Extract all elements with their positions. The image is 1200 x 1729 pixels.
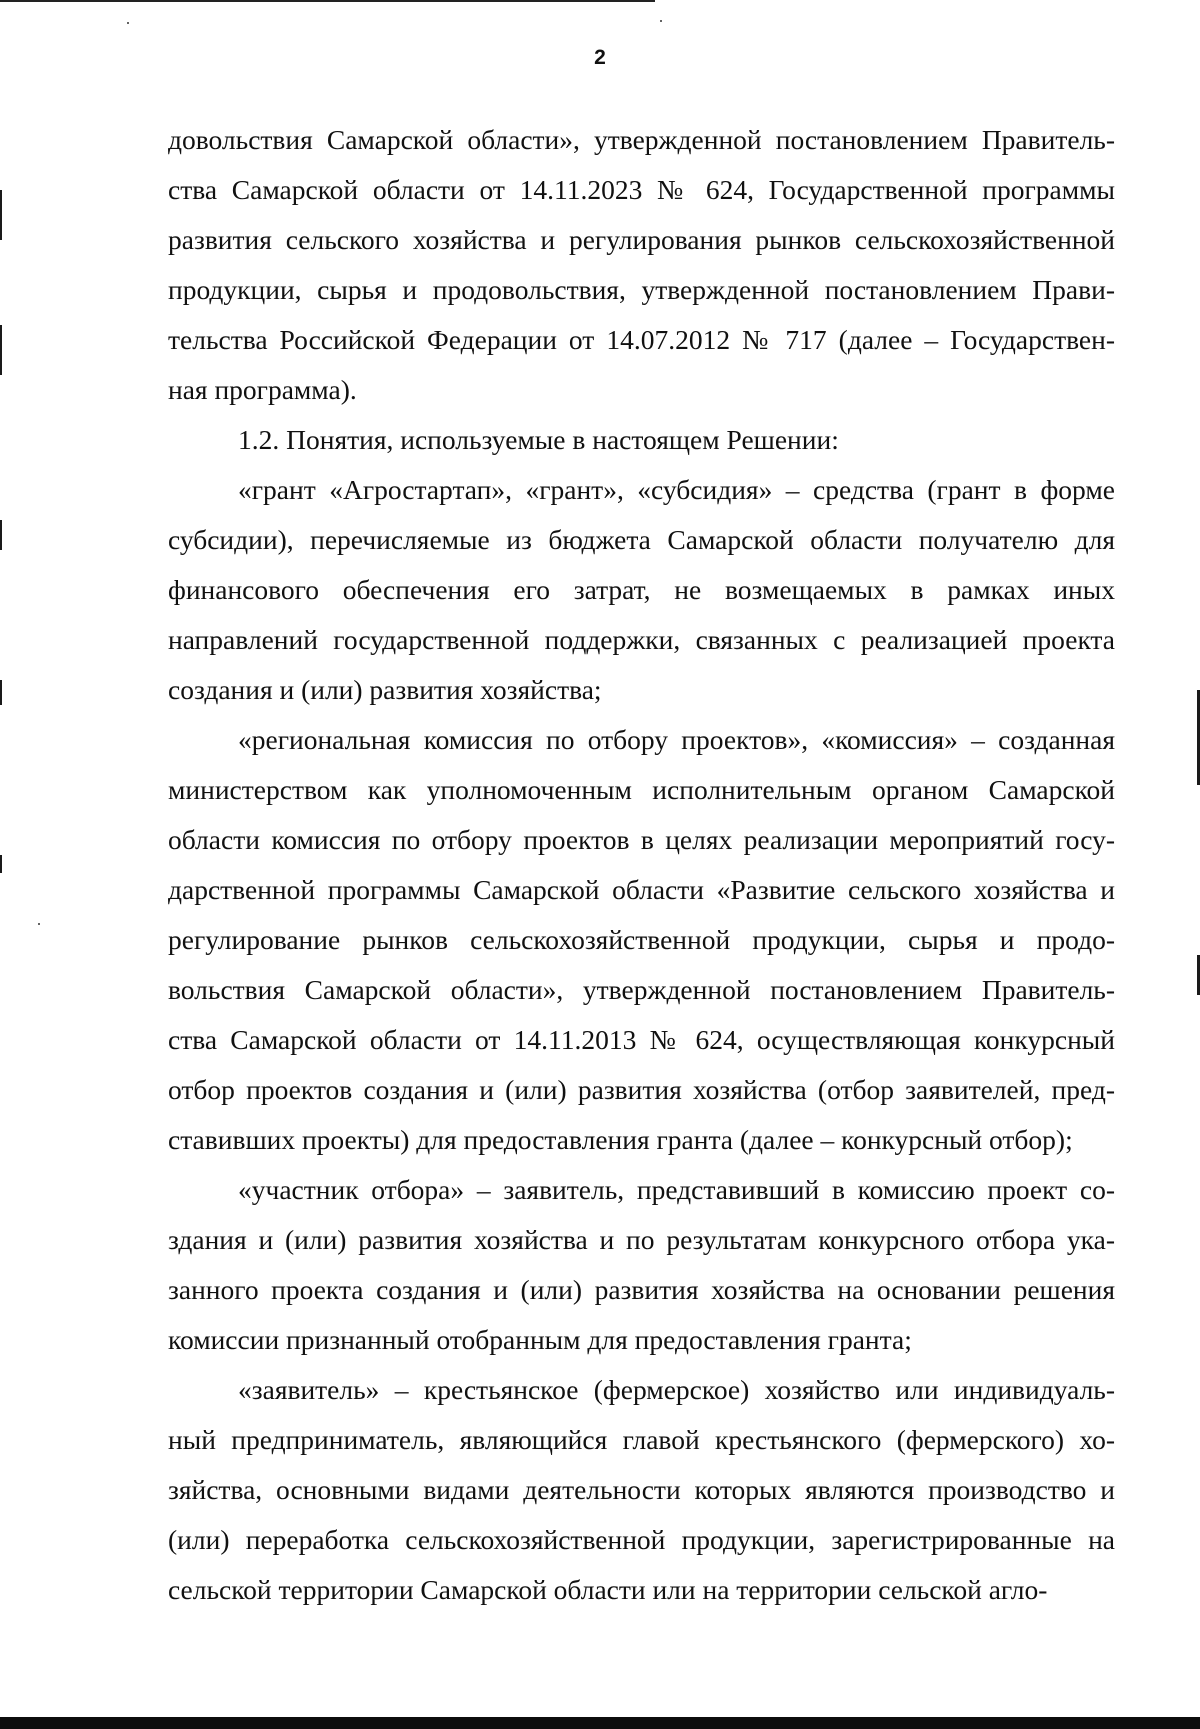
text-line: вольствия Самарской области», утвержденной постановлением Правитель-: [168, 974, 1115, 1005]
document-body: [168, 115, 1115, 1615]
text-line: комиссии признанный отобранным для предоставления гранта;: [168, 1324, 912, 1355]
page-number: 2: [594, 46, 606, 69]
scan-speck: [127, 22, 129, 24]
paragraph: [168, 1165, 1115, 1365]
text-line: «заявитель» – крестьянское (фермерское) хозяйство или индивидуаль-: [238, 1374, 1115, 1405]
paragraph: [168, 415, 1115, 465]
text-line: отбор проектов создания и (или) развития хозяйства (отбор заявителей, пред-: [168, 1074, 1115, 1105]
text-line: сельской территории Самарской области или на территории сельской агло-: [168, 1574, 1048, 1605]
text-line: развития сельского хозяйства и регулирования рынков сельскохозяйственной: [168, 224, 1115, 255]
text-line: финансового обеспечения его затрат, не возмещаемых в рамках иных: [168, 574, 1115, 605]
text-line: здания и (или) развития хозяйства и по результатам конкурсного отбора ука-: [168, 1224, 1115, 1255]
scan-edge-mark: [0, 190, 2, 240]
text-line: направлений государственной поддержки, связанных с реализацией проекта: [168, 624, 1115, 655]
scan-speck: [38, 923, 40, 925]
text-line: занного проекта создания и (или) развития хозяйства на основании решения: [168, 1274, 1115, 1305]
text-line: ный предприниматель, являющийся главой крестьянского (фермерского) хо-: [168, 1424, 1115, 1455]
scan-edge-bottom: [0, 1717, 1200, 1729]
text-line: дарственной программы Самарской области «Развитие сельского хозяйства и: [168, 874, 1115, 905]
scan-edge-mark: [0, 855, 2, 873]
scan-speck: [660, 20, 662, 22]
text-line: области комиссия по отбору проектов в целях реализации мероприятий госу-: [168, 824, 1115, 855]
text-line: создания и (или) развития хозяйства;: [168, 674, 602, 705]
text-line: продукции, сырья и продовольствия, утвержденной постановлением Прави-: [168, 274, 1115, 305]
scan-edge-mark: [0, 680, 2, 705]
paragraph: [168, 465, 1115, 715]
text-line: министерством как уполномоченным исполнительным органом Самарской: [168, 774, 1115, 805]
scan-edge-mark: [0, 520, 2, 550]
text-line: 1.2. Понятия, используемые в настоящем Решении:: [238, 424, 839, 455]
text-line: тельства Российской Федерации от 14.07.2012 № 717 (далее – Государствен-: [168, 324, 1115, 355]
text-line: «участник отбора» – заявитель, представивший в комиссию проект со-: [238, 1174, 1115, 1205]
text-line: ная программа).: [168, 374, 357, 405]
paragraph: [168, 715, 1115, 1165]
text-line: ства Самарской области от 14.11.2013 № 624, осуществляющая конкурсный: [168, 1024, 1115, 1055]
text-line: «грант «Агростартап», «грант», «субсидия» – средства (грант в форме: [238, 474, 1115, 505]
text-line: регулирование рынков сельскохозяйственной продукции, сырья и продо-: [168, 924, 1115, 955]
paragraph: [168, 115, 1115, 415]
text-line: зяйства, основными видами деятельности которых являются производство и: [168, 1474, 1115, 1505]
text-line: довольствия Самарской области», утвержденной постановлением Правитель-: [168, 124, 1115, 155]
scan-edge-top: [0, 0, 655, 2]
scan-edge-mark: [0, 325, 2, 375]
text-line: ства Самарской области от 14.11.2023 № 624, Государственной программы: [168, 174, 1115, 205]
text-line: (или) переработка сельскохозяйственной продукции, зарегистрированные на: [168, 1524, 1115, 1555]
text-line: «региональная комиссия по отбору проектов», «комиссия» – созданная: [238, 724, 1115, 755]
text-line: ставивших проекты) для предоставления гранта (далее – конкурсный отбор);: [168, 1124, 1073, 1155]
paragraph: [168, 1365, 1115, 1615]
text-line: субсидии), перечисляемые из бюджета Самарской области получателю для: [168, 524, 1115, 555]
